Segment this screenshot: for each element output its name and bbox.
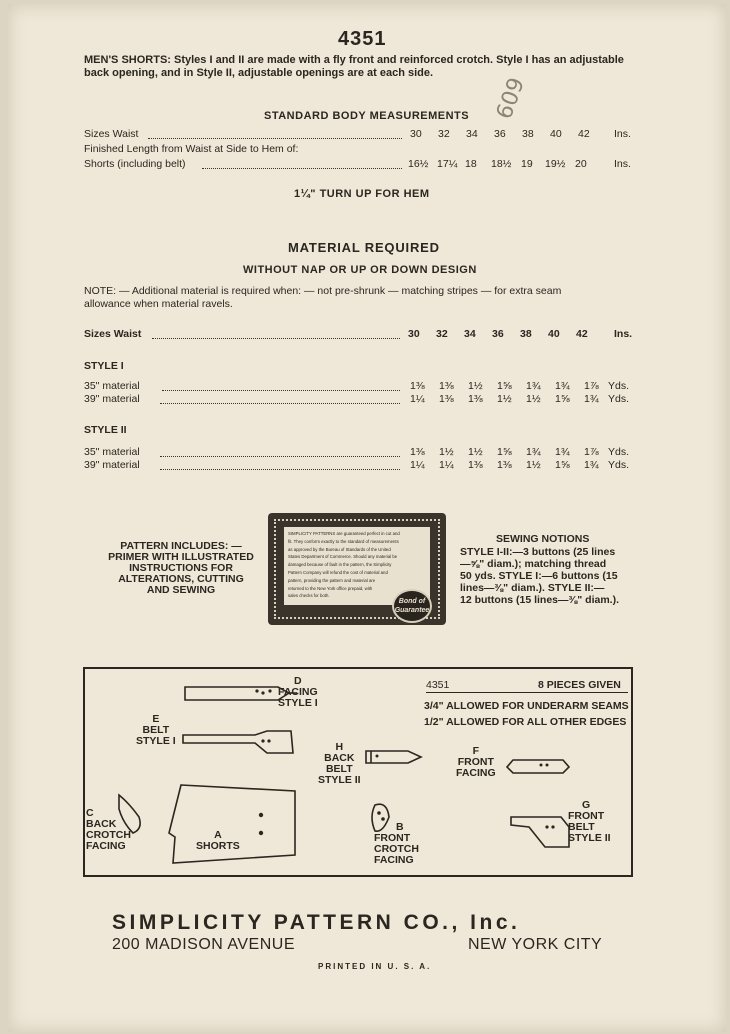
length-cell: 18½ (491, 158, 512, 170)
guarantee-seal-icon (392, 589, 432, 623)
piece-name: FRONT (568, 810, 605, 822)
sewing-notions-title: SEWING NOTIONS (496, 533, 590, 545)
length-cell: 19½ (545, 158, 566, 170)
piece-name: FACING (86, 840, 126, 852)
size-cell: 40 (548, 328, 560, 340)
yardage-cell: 1⅝ (497, 446, 512, 458)
sewing-notions-line: 12 buttons (15 lines—⅜" diam.). (460, 594, 620, 606)
yardage-cell: 1⅞ (584, 446, 599, 458)
yardage-cell: 1⅜ (439, 393, 454, 405)
material-row-values (410, 459, 629, 471)
yardage-unit: Yds. (608, 393, 630, 405)
piece-name: BELT (568, 821, 595, 833)
piece-name: CROTCH (374, 843, 419, 855)
seal-text: Bond of (398, 598, 426, 605)
yardage-cell: 1⅝ (555, 459, 570, 471)
company-address: 200 MADISON AVENUE (112, 936, 295, 953)
material-sizes-row (408, 328, 604, 340)
size-cell: 42 (576, 328, 588, 340)
hem-note: 1¼" TURN UP FOR HEM (294, 188, 430, 200)
piece-name: BELT (142, 724, 170, 736)
pattern-number: 4351 (338, 28, 387, 50)
piece-name: FACING (456, 767, 496, 779)
piece-style: STYLE I (278, 697, 318, 709)
company-city: NEW YORK CITY (468, 936, 603, 953)
pattern-includes-title: PATTERN INCLUDES: — (120, 540, 242, 552)
piece-style: STYLE II (568, 832, 611, 844)
length-cell: 19 (521, 158, 533, 170)
guarantee-line: sales checks for both. (288, 593, 330, 599)
handwritten-note: 609 (492, 74, 530, 123)
style-2-heading: STYLE II (84, 424, 127, 436)
yardage-cell: 1⅜ (468, 393, 483, 405)
guarantee-line: returned to the New York office prepaid, with (288, 585, 373, 591)
sewing-notions-line: 50 yds. STYLE I:—6 buttons (15 (460, 570, 618, 582)
length-cell: 16½ (408, 158, 429, 170)
garment-description: MEN'S SHORTS: Styles I and II are made with a fly front and reinforced crotch. Style I has an adjustable back opening, and in Style II, adjustable openings are at each side. (84, 54, 624, 79)
pieces-pattern-number: 4351 (426, 679, 450, 691)
yardage-cell: 1⅜ (410, 446, 425, 458)
yardage-cell: 1⅝ (555, 393, 570, 405)
size-cell: 32 (436, 328, 448, 340)
guarantee-line: as approved by the Bureau of Standards of the United (288, 546, 391, 552)
piece-name: FACING (278, 686, 318, 698)
dot-leader (160, 456, 400, 457)
piece-letter: D (294, 675, 302, 687)
printed-in: PRINTED IN U. S. A. (318, 962, 432, 971)
yardage-cell: 1¾ (584, 393, 599, 405)
pattern-includes (96, 540, 266, 596)
sewing-notions-line: lines—⅜" diam.). STYLE II:— (460, 582, 605, 594)
piece-g-label (568, 800, 611, 844)
size-cell: 30 (410, 128, 422, 140)
piece-f-shape (507, 760, 569, 773)
pattern-includes-line: AND SEWING (146, 584, 216, 596)
yardage-cell: 1¼ (410, 459, 425, 471)
piece-c-label (86, 808, 131, 852)
material-unit-label: Ins. (614, 328, 633, 340)
size-cell: 32 (438, 128, 450, 140)
material-sizes-label: Sizes Waist (84, 328, 142, 340)
pattern-includes-line: PRIMER WITH ILLUSTRATED (108, 551, 254, 563)
yardage-cell: 1⅜ (439, 380, 454, 392)
guarantee-line: States Department of Commerce. Should any material be (288, 554, 398, 560)
lengths-row (408, 158, 599, 170)
material-row-label: 39" material (84, 459, 140, 471)
company-name: SIMPLICITY PATTERN CO., Inc. (112, 911, 521, 934)
yardage-cell: 1¾ (526, 380, 541, 392)
piece-letter: C (86, 807, 94, 819)
size-cell: 34 (466, 128, 478, 140)
pattern-includes-line: ALTERATIONS, CUTTING (118, 573, 244, 585)
piece-name: BACK (324, 752, 355, 764)
material-row-label: 39" material (84, 393, 140, 405)
yardage-cell: 1¼ (410, 393, 425, 405)
guarantee-line: SIMPLICITY PATTERNS are guaranteed perfect in cut and (288, 531, 400, 536)
yardage-unit: Yds. (608, 380, 630, 392)
piece-style: STYLE I (136, 735, 176, 747)
piece-letter: G (582, 799, 591, 811)
pieces-given: 8 PIECES GIVEN (538, 679, 621, 691)
length-cell: 20 (575, 158, 587, 170)
material-row-values (410, 393, 629, 405)
piece-letter: F (472, 745, 480, 757)
guarantee-line: Pattern Company will refund the cost of material and (288, 569, 388, 575)
size-cell: 38 (522, 128, 534, 140)
yardage-cell: 1⅜ (497, 459, 512, 471)
piece-letter: B (396, 821, 404, 833)
dot-leader (202, 168, 402, 169)
size-cell: 38 (520, 328, 532, 340)
yardage-cell: 1½ (468, 446, 483, 458)
dot-leader (148, 138, 402, 139)
dot-leader (160, 469, 400, 470)
yardage-cell: 1⅞ (584, 380, 599, 392)
guarantee-line: fit. They conform exactly to the standard of measurements (288, 538, 399, 544)
size-cell: 34 (464, 328, 476, 340)
size-cell: 36 (492, 328, 504, 340)
yardage-cell: 1½ (497, 393, 512, 405)
size-cell: 30 (408, 328, 420, 340)
pattern-includes-line: INSTRUCTIONS FOR (129, 562, 233, 574)
piece-letter: E (152, 713, 160, 725)
seal-text: Guarantee (394, 607, 430, 614)
material-row-values (410, 446, 629, 458)
piece-e-shape (183, 731, 293, 753)
yardage-cell: 1¼ (439, 459, 454, 471)
material-row-values (410, 380, 629, 392)
yardage-cell: 1⅜ (468, 459, 483, 471)
piece-name: BACK (86, 818, 117, 830)
finished-length-label: Finished Length from Waist at Side to Hem of: (84, 143, 299, 155)
piece-name: FRONT (374, 832, 411, 844)
sizes-waist-label: Sizes Waist (84, 128, 139, 140)
material-row-label: 35" material (84, 446, 140, 458)
unit-label: Ins. (614, 128, 631, 140)
piece-name: BELT (325, 763, 353, 775)
dot-leader (162, 390, 400, 391)
size-cell: 36 (494, 128, 506, 140)
material-note-line-2: allowance when material ravels. (84, 298, 233, 310)
underarm-allowance: 3/4" ALLOWED FOR UNDERARM SEAMS (424, 700, 629, 712)
sewing-notions-line: STYLE I-II:—3 buttons (25 lines (460, 546, 616, 558)
piece-g-shape (511, 817, 569, 847)
yardage-cell: 1½ (526, 393, 541, 405)
piece-h-shape (366, 751, 421, 763)
piece-letter: A (214, 829, 222, 841)
sewing-notions (460, 533, 619, 606)
dot-leader (160, 403, 400, 404)
yardage-cell: 1¾ (526, 446, 541, 458)
material-row-label: 35" material (84, 380, 140, 392)
dot-leader (152, 338, 400, 339)
guarantee-line: pattern, providing the pattern and material are (288, 577, 376, 583)
size-cell: 40 (550, 128, 562, 140)
yardage-cell: 1⅜ (410, 380, 425, 392)
yardage-cell: 1¾ (555, 380, 570, 392)
piece-name: SHORTS (196, 840, 240, 852)
size-cell: 42 (578, 128, 590, 140)
piece-h-label (318, 742, 361, 786)
yardage-unit: Yds. (608, 459, 630, 471)
shorts-length-label: Shorts (including belt) (84, 158, 186, 170)
piece-name: FACING (374, 854, 414, 866)
sizes-row (410, 128, 606, 140)
piece-e-label (136, 714, 176, 747)
yardage-cell: 1⅝ (497, 380, 512, 392)
piece-name: CROTCH (86, 829, 131, 841)
piece-b-label (374, 822, 419, 866)
yardage-unit: Yds. (608, 446, 630, 458)
yardage-cell: 1¾ (584, 459, 599, 471)
material-note-line-1: NOTE: — Additional material is required when: — not pre-shrunk — matching stripes — for extra seam (84, 285, 562, 297)
length-unit-label: Ins. (614, 158, 631, 170)
edges-allowance: 1/2" ALLOWED FOR ALL OTHER EDGES (424, 716, 627, 728)
yardage-cell: 1¾ (555, 446, 570, 458)
material-subtitle: WITHOUT NAP OR UP OR DOWN DESIGN (243, 264, 477, 276)
sewing-notions-line: —⅝" diam.); matching thread (460, 558, 607, 570)
yardage-cell: 1½ (468, 380, 483, 392)
yardage-cell: 1½ (439, 446, 454, 458)
piece-f-label (456, 746, 496, 779)
yardage-cell: 1½ (526, 459, 541, 471)
piece-a-label (196, 830, 240, 852)
length-cell: 18 (465, 158, 477, 170)
piece-letter: H (335, 741, 344, 753)
guarantee-box (268, 513, 446, 625)
style-1-heading: STYLE I (84, 360, 124, 372)
material-title: MATERIAL REQUIRED (288, 240, 440, 255)
piece-name: FRONT (457, 756, 494, 768)
length-cell: 17¼ (437, 158, 458, 170)
guarantee-line: damaged because of fault in the pattern, the Simplicity (288, 562, 392, 568)
body-measurements-title: STANDARD BODY MEASUREMENTS (264, 110, 470, 122)
piece-style: STYLE II (318, 774, 361, 786)
piece-d-shape (185, 687, 289, 700)
piece-d-label (278, 676, 318, 709)
